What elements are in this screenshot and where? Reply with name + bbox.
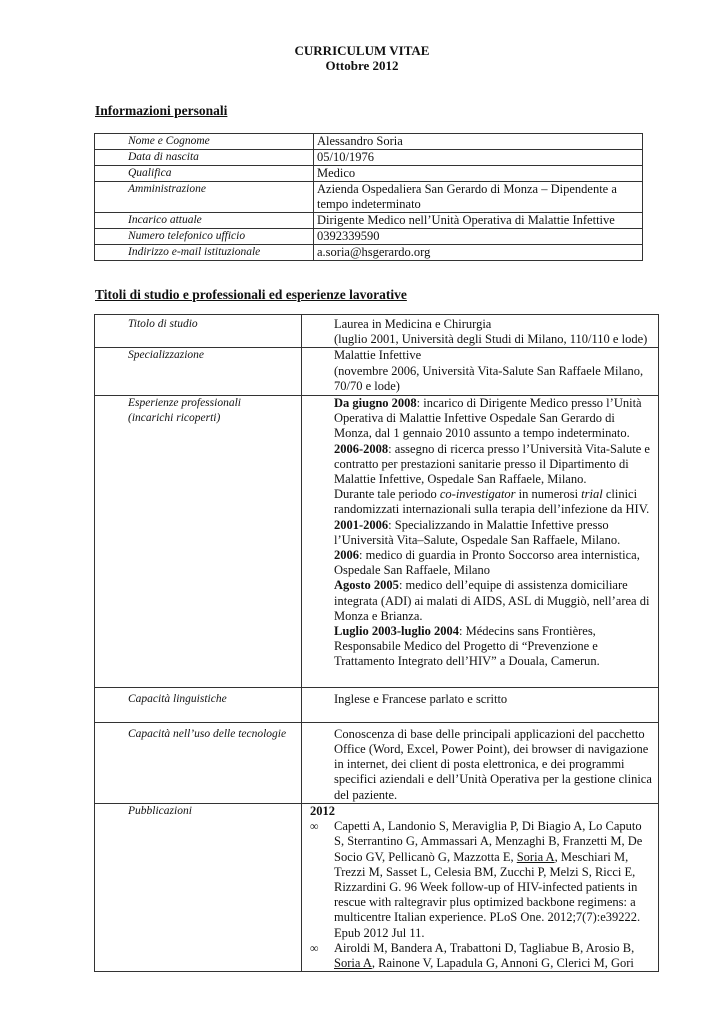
row-label: Pubblicazioni [95,803,302,971]
row-label: Specializzazione [95,348,302,396]
infinity-bullet-icon: ∞ [310,819,319,834]
row-value: Medico [314,166,643,182]
publication-rest: , Rainone V, Lapadula G, Annoni G, Clerici M, Gori [371,955,634,970]
row-label: Nome e Cognome [95,134,314,150]
degree-details: (luglio 2001, Università degli Studi di Milano, 110/110 e lode) [334,332,648,347]
specialization: Malattie Infettive [334,348,422,363]
row-value: Azienda Ospedaliera San Gerardo di Monza – Dipendente a tempo indeterminato [314,182,643,213]
row-label: Qualifica [95,166,314,182]
table-row [95,134,643,150]
entry-text-italic: trial [581,487,603,502]
entry-date: 2001-2006 [334,517,389,532]
entry-date: Luglio 2003-luglio 2004 [334,624,460,639]
personal-info-heading: Informazioni personali [95,103,228,118]
infinity-bullet-icon: ∞ [310,940,319,955]
row-value: Alessandro Soria [314,134,643,150]
entry-text: : Specializzando in Malattie Infettive presso l’Università Vita–Salute, Ospedale San Raffaele, Milano. [334,517,621,547]
row-label: Capacità nell’uso delle tecnologie [95,722,302,803]
personal-info-table [94,133,643,261]
entry-text: : incarico di Dirigente Medico presso l’Unità Operativa di Malattie Infettive Ospedale San Gerardo di Monza, dal 1 gennaio 2010 assunto a tempo indeterminato. [334,396,642,441]
entry-text: : Médecins sans Frontières, Responsabile Medico del Progetto di “Prevenzione e Trattamento Integrato dell’HIV” a Douala, Camerun. [334,624,600,669]
table-row [95,150,643,166]
table-row [95,229,643,245]
table-row [95,245,643,261]
document-title: CURRICULUM VITAE [294,43,430,58]
experience-label: Esperienze professionali [128,397,241,410]
publication-authors: Capetti A, Landonio S, Meraviglia P, Di Biagio A, Lo Caputo S, Sterrantino G, Ammassari A, Menzaghi B, Franzetti M, De Socio GV, Pellicanò G, Mazzotta E, [334,819,643,864]
entry-text: in numerosi [515,487,582,502]
author-highlight: Soria A [516,849,555,864]
experience-entry [334,396,654,442]
experience-list [302,396,659,688]
document-date: Ottobre 2012 [325,58,399,73]
row-label [95,396,302,688]
row-value [302,315,659,348]
email-value: a.soria@hsgerardo.org [314,245,643,261]
row-value: Conoscenza di base delle principali applicazioni del pacchetto Office (Word, Excel, Power Point), dei browser di navigazione in internet, dei client di posta elettronica, e dei programmi specifici aziendali e dell’Unità Operativa per la gestione clinica del paziente. [302,722,659,803]
row-label: Indirizzo e-mail istituzionale [95,245,314,261]
table-row [95,166,643,182]
row-value: 05/10/1976 [314,150,643,166]
row-label: Capacità linguistiche [95,687,302,722]
entry-date: 2006 [334,548,359,563]
table-row [95,722,659,803]
publication-authors: Airoldi M, Bandera A, Trabattoni D, Tagliabue B, Arosio B, [334,940,635,955]
publication-item [310,819,654,941]
experience-sublabel: (incarichi ricoperti) [128,412,221,425]
row-value [302,348,659,396]
table-row [95,687,659,722]
entry-text: Durante tale periodo [334,487,440,502]
row-label: Incarico attuale [95,213,314,229]
experience-entry [334,548,654,578]
entry-date: Agosto 2005 [334,578,399,593]
table-row [95,803,659,971]
entry-date: Da giugno 2008 [334,396,417,411]
specialization-details: (novembre 2006, Università Vita-Salute San Raffaele Milano, 70/70 e lode) [334,363,644,393]
experience-entry [334,624,654,670]
publications-list [302,803,659,971]
experience-entry [334,487,654,517]
publication-text [334,819,654,941]
row-value: Dirigente Medico nell’Unità Operativa di Malattie Infettive [314,213,643,229]
row-label: Amministrazione [95,182,314,213]
row-value: 0392339590 [314,229,643,245]
entry-text: : medico di guardia in Pronto Soccorso area internistica, Ospedale San Raffaele, Milano [334,548,640,578]
table-row [95,213,643,229]
author-highlight: Soria A [334,955,372,970]
row-value: Inglese e Francese parlato e scritto [302,687,659,722]
entry-date: 2006-2008 [334,441,389,456]
publication-item [310,941,654,971]
publication-text [334,941,654,971]
entry-text: clinici randomizzati internazionali sulla terapia dell’infezione da HIV. [334,487,650,517]
entry-text: : medico dell’equipe di assistenza domiciliare integrata (ADI) ai malati di AIDS, ASL di Muggiò, nell’area di Monza e Brianza. [334,578,650,623]
table-row [95,396,659,688]
titles-heading: Titoli di studio e professionali ed esperienze lavorative [95,287,407,302]
publication-rest: , Meschiari M, Trezzi M, Sasset L, Celesia BM, Zucchi P, Melzi S, Ricci E, Rizzardini G. 96 Week follow-up of HIV-infected patients in rescue with raltegravir plus optimized backbone regimens: a multicentre Italian experience. PLoS One. 2012;7(7):e39222. Epub 2012 Jul 11. [334,849,641,940]
row-label: Numero telefonico ufficio [95,229,314,245]
experience-entry [334,578,654,624]
experience-entry [334,442,654,488]
table-row [95,348,659,396]
row-label: Data di nascita [95,150,314,166]
table-row [95,182,643,213]
degree: Laurea in Medicina e Chirurgia [334,317,492,331]
row-label: Titolo di studio [95,315,302,348]
entry-text: : assegno di ricerca presso l’Università Vita-Salute e contratto per prestazioni sanitarie presso il Dipartimento di Malattie Infettive, Ospedale San Raffaele, Milano. [334,441,650,487]
experience-entry [334,518,654,548]
entry-text-italic: co-investigator [439,487,516,502]
titles-table [94,314,659,972]
publication-year: 2012 [310,803,335,818]
table-row [95,315,659,348]
